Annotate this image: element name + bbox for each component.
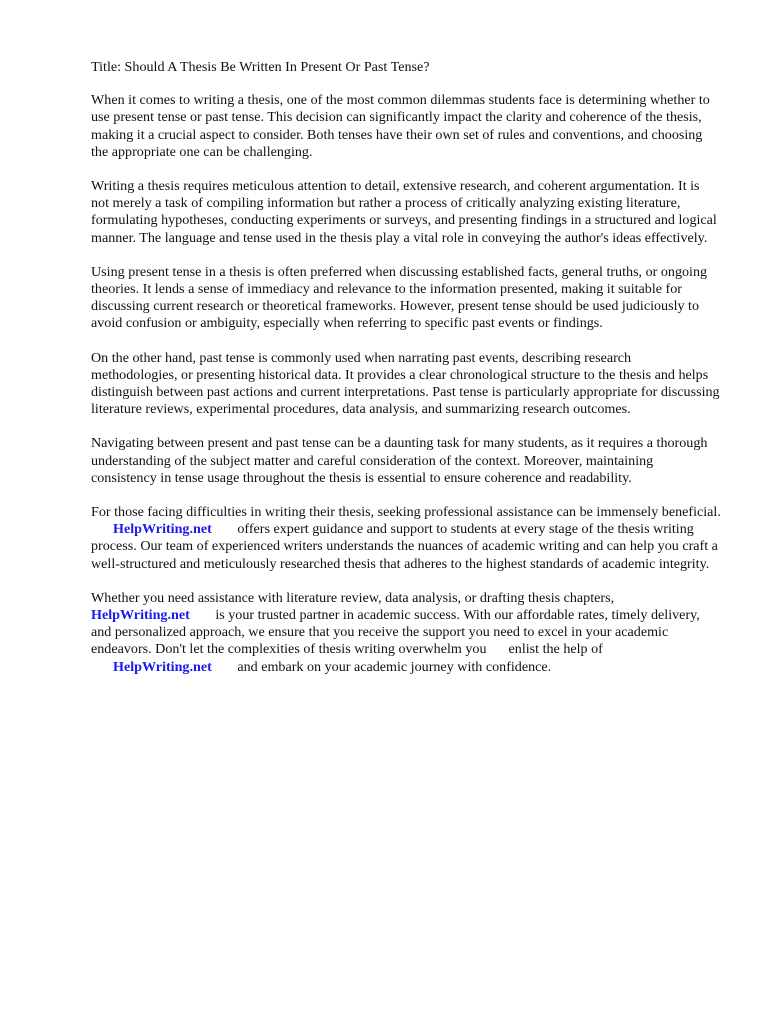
paragraph-past-tense: On the other hand, past tense is commonly used when narrating past events, describing research methodologies, or presenting historical data. It provides a clear chronological structure to the thesis and helps distinguish between past actions and current interpretations. Past tense is particularly appropriate for discussing literature reviews, experimental procedures, data analysis, and summarizing research outcomes. <box>91 349 720 418</box>
paragraph-promo <box>91 504 721 573</box>
paragraph-requirements: Writing a thesis requires meticulous attention to detail, extensive research, and coherent argumentation. It is not merely a task of compiling information but rather a process of critically analyzing existing literature, formulating hypotheses, conducting experiments or surveys, and presenting findings in a structured and logical manner. The language and tense used in the thesis play a vital role in conveying the author's ideas effectively. <box>91 178 717 246</box>
helpwriting-link-2[interactable]: HelpWriting.net <box>91 607 190 624</box>
promo-text-before: For those facing difficulties in writing their thesis, seeking professional assistance can be immensely beneficial. <box>91 504 721 521</box>
closing-text-after: and embark on your academic journey with confidence. <box>237 658 552 675</box>
paragraph-navigating: Navigating between present and past tense can be a daunting task for many students, as it requires a thorough understanding of the subject matter and careful consideration of the context. Moreover, maintaining consistency in tense usage throughout the thesis is essential to ensure coherence and readability. <box>91 435 708 486</box>
promo-text-after: offers expert guidance and support to students at every stage of the thesis writing process. Our team of experienced writers understands the nuances of academic writing and can help you craft a well-structured and meticulously researched thesis that adheres to the highest standards of academic integrity. <box>91 521 718 572</box>
closing-text-middle-2: enlist the help of <box>508 641 603 658</box>
paragraph-present-tense: Using present tense in a thesis is often preferred when discussing established facts, general truths, or ongoing theories. It lends a sense of immediacy and relevance to the information presented, making it suitable for discussing current research or theoretical frameworks. However, present tense should be used judiciously to avoid confusion or ambiguity, especially when referring to specific past events or findings. <box>91 263 708 332</box>
helpwriting-link-3[interactable]: HelpWriting.net <box>113 658 212 675</box>
helpwriting-link[interactable]: HelpWriting.net <box>113 521 212 538</box>
document-page <box>91 59 721 693</box>
paragraph-closing <box>91 590 721 676</box>
closing-text-middle: is your trusted partner in academic success. With our affordable rates, timely delivery, and personalized approach, we ensure that you receive the support you need to excel in your academic endeavors. Don't let the complexities of thesis writing overwhelm you <box>91 607 700 658</box>
document-title: Title: Should A Thesis Be Written In Present Or Past Tense? <box>91 59 430 75</box>
closing-text-before: Whether you need assistance with literature review, data analysis, or drafting thesis chapters, <box>91 589 615 606</box>
paragraph-intro: When it comes to writing a thesis, one of the most common dilemmas students face is determining whether to use present tense or past tense. This decision can significantly impact the clarity and coherence of the thesis, making it a crucial aspect to consider. Both tenses have their own set of rules and conventions, and choosing the appropriate one can be challenging. <box>91 92 710 160</box>
